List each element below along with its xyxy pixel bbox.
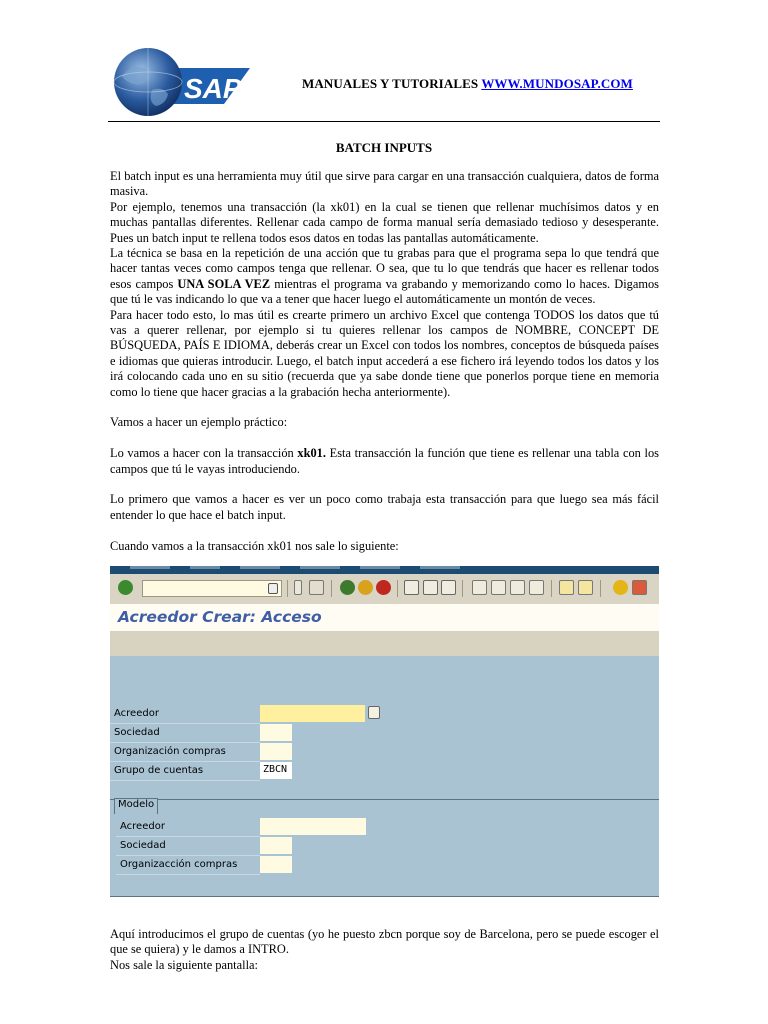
save-icon[interactable] xyxy=(309,580,324,595)
paragraph-text: Esta transacción la función que tiene es rellenar una tabla con los campos que tú le vayas introduciendo. xyxy=(110,446,660,476)
first-page-icon[interactable] xyxy=(472,580,487,595)
header-divider xyxy=(108,121,660,122)
find-icon[interactable] xyxy=(423,580,438,595)
enter-icon[interactable] xyxy=(118,580,133,595)
paragraph: Para hacer todo esto, lo mas útil es crearte primero un archivo Excel que contenga TODOS los datos que tú vas a querer rellenar, por ejemplo si tu quieres rellenar los campos de NOMBRE, CONCEPT DE BÚSQUEDA, PAÍS E IDIOMA, deberás crear un Excel con todos los nombres, conceptos de búsqueda países e idiomas que quieras introducir. Luego, el batch input accederá a ese fichero irá leyendo todos los datos y los irá colocando cada uno en su sitio (recuerda que ya sabe donde tiene que ponerlos porque tiene en memoria como lo tiene que hacer gracias a la grabación hecha anteriormente). xyxy=(110,307,659,399)
field-label: Sociedad xyxy=(120,840,166,851)
sociedad-input[interactable] xyxy=(260,724,292,741)
paragraph: Por ejemplo, tenemos una transacción (la xk01) en la cual se tienen que rellenar muchísimos datos y en muchas pantallas diferentes. Rellenar cada campo de forma manual sería demasiado tedioso y desesperante. Pues un batch input te rellena todos esos datos en todas las pantallas automáticamente. xyxy=(110,199,659,245)
paragraph: Vamos a hacer un ejemplo práctico: xyxy=(110,415,288,430)
sap-logo xyxy=(108,46,250,118)
model-sociedad-input[interactable] xyxy=(260,837,292,854)
sap-logo-text: SAP xyxy=(184,73,242,104)
field-label: Organizacción compras xyxy=(120,859,238,870)
model-group-title: Modelo xyxy=(114,798,158,814)
help-icon[interactable] xyxy=(613,580,628,595)
sap-screen-title: Acreedor Crear: Acceso xyxy=(118,608,322,626)
command-field[interactable] xyxy=(142,580,282,597)
exit-icon[interactable] xyxy=(358,580,373,595)
paragraph-bold: xk01. xyxy=(297,446,326,461)
field-label: Organización compras xyxy=(114,746,226,757)
field-row-grupo-cuentas xyxy=(110,761,260,781)
model-org-compras-input[interactable] xyxy=(260,856,292,873)
find-next-icon[interactable] xyxy=(441,580,456,595)
paragraph xyxy=(110,246,659,308)
header xyxy=(302,76,633,92)
sap-toolbar xyxy=(110,574,659,605)
document-title: BATCH INPUTS xyxy=(335,140,433,155)
field-label: Acreedor xyxy=(120,821,165,832)
document-body xyxy=(110,169,659,554)
model-row-org-compras xyxy=(116,855,260,875)
model-row-sociedad xyxy=(116,836,260,856)
field-label: Acreedor xyxy=(114,708,159,719)
prev-page-icon[interactable] xyxy=(491,580,506,595)
model-acreedor-input[interactable] xyxy=(260,818,366,835)
field-label: Sociedad xyxy=(114,727,160,738)
cancel-icon[interactable] xyxy=(376,580,391,595)
header-link[interactable]: WWW.MUNDOSAP.COM xyxy=(481,76,633,91)
header-title: MANUALES Y TUTORIALES xyxy=(302,76,479,91)
paragraph-bold: UNA SOLA VEZ xyxy=(177,276,271,291)
shortcut-icon[interactable] xyxy=(578,580,593,595)
print-icon[interactable] xyxy=(404,580,419,595)
model-row-acreedor xyxy=(116,817,260,837)
field-row-org-compras xyxy=(110,742,260,762)
paragraph-text: mientras el programa va grabando y memorizando como lo haces. Digamos que tú le vas indicando lo que va a tener que hacer luego el automáticamente un montón de veces. xyxy=(110,276,659,307)
layout-icon[interactable] xyxy=(632,580,647,595)
paragraph: Nos sale la siguiente pantalla: xyxy=(110,957,258,972)
command-history-icon[interactable] xyxy=(268,583,278,594)
paragraph: Cuando vamos a la transacción xk01 nos sale lo siguiente: xyxy=(110,538,399,553)
field-label: Grupo de cuentas xyxy=(114,765,204,776)
acreedor-input[interactable] xyxy=(260,705,365,722)
back-icon[interactable] xyxy=(294,580,302,595)
paragraph: Aquí introducimos el grupo de cuentas (yo he puesto zbcn porque soy de Barcelona, pero se puede escoger el que se quiera) y le damos a INTRO. xyxy=(110,927,659,957)
document-body-continued xyxy=(110,927,659,973)
sap-application-toolbar xyxy=(110,631,659,656)
last-page-icon[interactable] xyxy=(529,580,544,595)
sap-screenshot xyxy=(110,566,659,897)
next-page-icon[interactable] xyxy=(510,580,525,595)
paragraph: El batch input es una herramienta muy útil que sirve para cargar en una transacción cualquiera, datos de forma masiva. xyxy=(110,169,659,199)
paragraph: Lo primero que vamos a hacer es ver un poco como trabaja esta transacción para que luego sea más fácil entender lo que hace el batch input. xyxy=(110,492,659,522)
sap-titlebar xyxy=(110,604,659,631)
org-compras-input[interactable] xyxy=(260,743,292,760)
paragraph xyxy=(110,446,659,477)
create-session-icon[interactable] xyxy=(559,580,574,595)
field-row-acreedor xyxy=(110,704,260,724)
field-row-sociedad xyxy=(110,723,260,743)
grupo-cuentas-input[interactable]: ZBCN xyxy=(260,762,292,779)
paragraph-text: Lo vamos a hacer con la transacción xyxy=(110,446,298,461)
back-green-icon[interactable] xyxy=(340,580,355,595)
sap-menubar xyxy=(110,566,659,574)
matchcode-icon[interactable] xyxy=(368,706,380,719)
paragraph-text: La técnica se basa en la repetición de una acción que tu grabas para que el programa sepa lo que tendrá que hacer tantas veces como campos tenga que rellenar. O sea, que tu lo que tendrás que hacer es rellenar todos esos campos xyxy=(110,246,659,291)
